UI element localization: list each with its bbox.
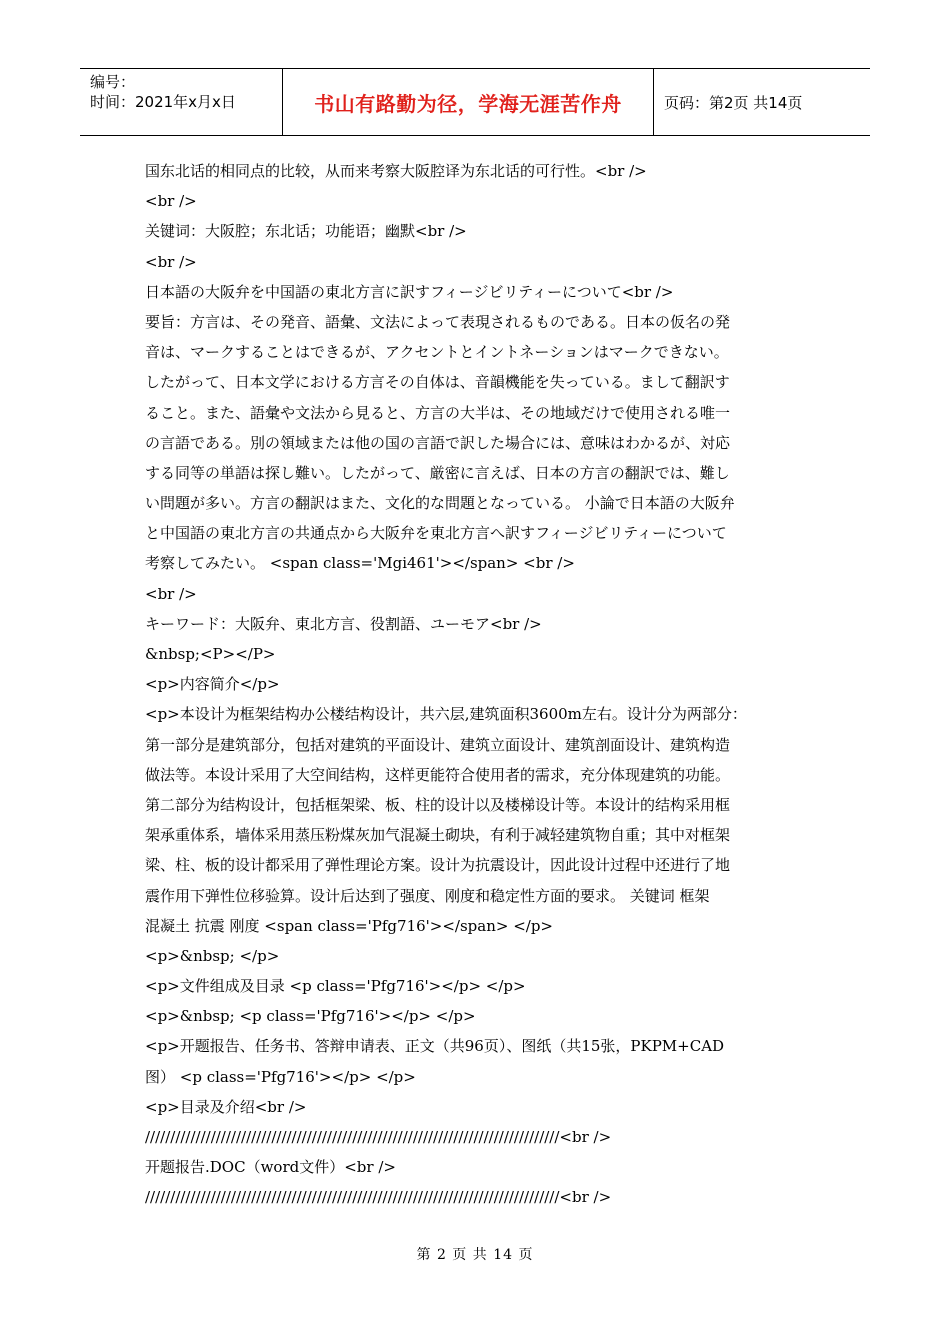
body-text-line: 要旨：方言は、その発音、語彙、文法によって表現されるものである。日本の仮名の発 — [145, 312, 731, 331]
body-text-line: <br /> — [145, 584, 197, 603]
body-text-line: 做法等。本设计采用了大空间结构，这样更能符合使用者的需求，充分体现建筑的功能。 — [145, 765, 731, 784]
body-text-line: 关键词：大阪腔；东北话；功能语；幽默<br /> — [145, 222, 467, 241]
header-page-label: 页码：第2页 共14页 — [664, 93, 803, 112]
body-text-line: ること。また、語彙や文法から見ると、方言の大半は、その地域だけで使用される唯一 — [145, 403, 731, 422]
body-text-line: したがって、日本文学における方言その自体は、音韻機能を失っている。まして翻訳す — [145, 373, 730, 392]
document-date-label: 时间：2021年x月x日 — [90, 93, 236, 111]
body-text-line: 架承重体系，墙体采用蒸压粉煤灰加气混凝土砌块，有利于减轻建筑物自重；其中对框架 — [145, 826, 731, 845]
body-text-line: 震作用下弹性位移验算。设计后达到了强度、刚度和稳定性方面的要求。 关键词 框架 — [145, 886, 710, 905]
body-text-line: の言語である。別の領域または他の国の言語で訳した場合には、意味はわかるが、対応 — [145, 433, 731, 452]
body-text-line: //////////////////////////////////////////////////////////////////////////////////<br /> — [145, 1188, 612, 1207]
body-text-line: &nbsp;<P></P> — [145, 645, 276, 663]
body-text-line: //////////////////////////////////////////////////////////////////////////////////<br /> — [145, 1128, 612, 1146]
document-body — [145, 156, 817, 1213]
body-text-line: 考察してみたい。 <span class='Mgi461'></span> <br /> — [145, 554, 575, 573]
page-footer: 第 2 页 共 14 页 — [416, 1247, 534, 1263]
body-text-line: <br /> — [145, 252, 197, 271]
body-text-line: 第一部分是建筑部分，包括对建筑的平面设计、建筑立面设计、建筑剖面设计、建筑构造 — [145, 735, 731, 754]
body-text-line: と中国語の東北方言の共通点から大阪弁を東北方言へ訳すフィージビリティーについて — [145, 524, 727, 543]
body-text-line: 日本語の大阪弁を中国語の東北方言に訳すフィージビリティーについて<br /> — [145, 282, 674, 301]
body-text-line: <p>&nbsp; </p> — [145, 946, 280, 965]
body-text-line: 国东北话的相同点的比较，从而来考察大阪腔译为东北话的可行性。<br /> — [145, 162, 647, 180]
body-text-line: 第二部分为结构设计，包括框架梁、板、柱的设计以及楼梯设计等。本设计的结构采用框 — [145, 795, 731, 814]
document-header — [80, 68, 870, 136]
body-text-line: する同等の単語は探し難い。したがって、厳密に言えば、日本の方言の翻訳では、難し — [145, 463, 730, 482]
body-text-line: 音は、マークすることはできるが、アクセントとイントネーションはマークできない。 — [145, 343, 729, 362]
body-text-line: 开题报告.DOC（word文件）<br /> — [145, 1158, 396, 1177]
body-text-line: 图） <p class='Pfg716'></p> </p> — [145, 1067, 416, 1086]
body-text-line: い問題が多い。方言の翻訳はまた、文化的な問題となっている。 小論で日本語の大阪弁 — [145, 494, 735, 513]
body-text-line: <p>文件组成及目录 <p class='Pfg716'></p> </p> — [145, 977, 526, 996]
body-text-line: <br /> — [145, 192, 197, 211]
body-text-line: <p>&nbsp; <p class='Pfg716'></p> </p> — [145, 1007, 476, 1026]
body-text-line: 梁、柱、板的设计都采用了弹性理论方案。设计为抗震设计，因此设计过程中还进行了地 — [145, 856, 731, 875]
body-text-line: <p>本设计为框架结构办公楼结构设计，共六层,建筑面积3600m左右。设计分为两部分： — [145, 705, 747, 724]
body-text-line: <p>内容简介</p> — [145, 675, 280, 694]
header-motto: 书山有路勤为径，学海无涯苦作舟 — [282, 69, 654, 135]
body-text-line: キーワード：大阪弁、東北方言、役割語、ユーモア<br /> — [145, 614, 542, 633]
body-text-line: <p>目录及介绍<br /> — [145, 1097, 307, 1116]
body-text-line: <p>开题报告、任务书、答辩申请表、正文（共96页）、图纸（共15张，PKPM+CAD — [145, 1037, 725, 1056]
document-number-label: 编号： — [90, 73, 136, 91]
header-meta — [80, 69, 282, 135]
body-text-line: 混凝土 抗震 刚度 <span class='Pfg716'></span> </p> — [145, 916, 553, 935]
